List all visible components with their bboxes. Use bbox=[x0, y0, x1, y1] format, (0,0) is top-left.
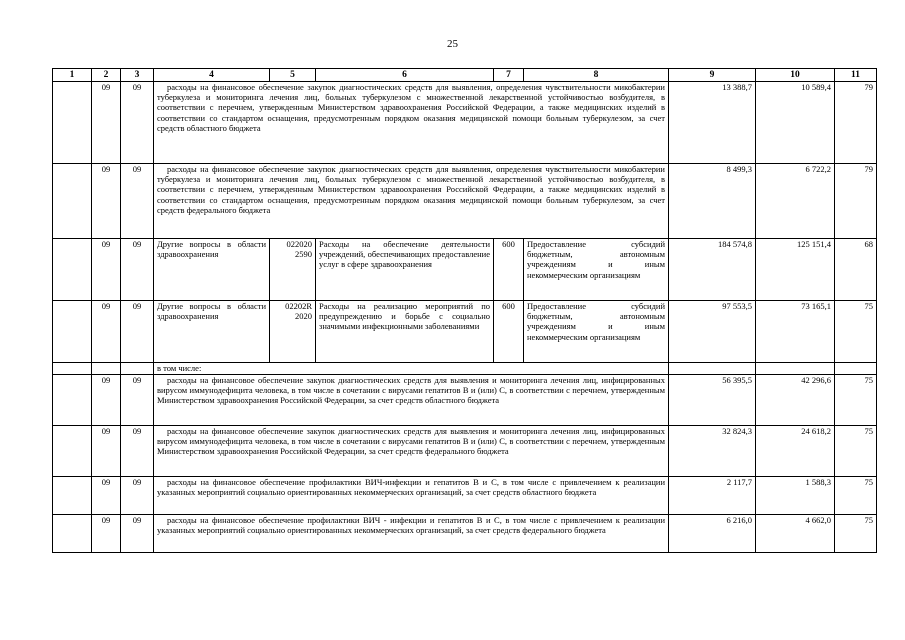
cell-amount-actual: 4 662,0 bbox=[756, 515, 835, 553]
cell-amount-plan: 184 574,8 bbox=[669, 239, 756, 301]
cell-amount-plan: 2 117,7 bbox=[669, 477, 756, 515]
table-row bbox=[53, 426, 877, 477]
cell-section-name: Другие вопросы в области здравоохранения bbox=[154, 239, 270, 301]
column-header: 8 bbox=[524, 69, 669, 82]
cell-col1 bbox=[53, 363, 92, 375]
cell-subsection bbox=[121, 363, 154, 375]
column-header: 11 bbox=[835, 69, 877, 82]
table-row bbox=[53, 164, 877, 239]
cell-section: 09 bbox=[92, 515, 121, 553]
cell-col1 bbox=[53, 239, 92, 301]
cell-subsection: 09 bbox=[121, 239, 154, 301]
cell-percent: 68 bbox=[835, 239, 877, 301]
cell-amount-plan: 13 388,7 bbox=[669, 82, 756, 164]
cell-percent: 79 bbox=[835, 82, 877, 164]
column-header: 2 bbox=[92, 69, 121, 82]
cell-amount-actual: 10 589,4 bbox=[756, 82, 835, 164]
column-header: 3 bbox=[121, 69, 154, 82]
header-row bbox=[53, 69, 877, 82]
cell-section: 09 bbox=[92, 375, 121, 426]
cell-percent: 75 bbox=[835, 515, 877, 553]
cell-col1 bbox=[53, 301, 92, 363]
cell-target-code: 022020 2590 bbox=[270, 239, 316, 301]
page-number: 25 bbox=[447, 38, 458, 50]
cell-col1 bbox=[53, 164, 92, 239]
column-header: 6 bbox=[316, 69, 494, 82]
cell-subsection: 09 bbox=[121, 164, 154, 239]
table-row bbox=[53, 375, 877, 426]
column-header: 4 bbox=[154, 69, 270, 82]
cell-section: 09 bbox=[92, 82, 121, 164]
cell-subsection: 09 bbox=[121, 375, 154, 426]
cell-section: 09 bbox=[92, 301, 121, 363]
cell-col1 bbox=[53, 426, 92, 477]
table-row bbox=[53, 363, 877, 375]
cell-amount-plan: 56 395,5 bbox=[669, 375, 756, 426]
table-row bbox=[53, 301, 877, 363]
table-row bbox=[53, 239, 877, 301]
cell-subsection: 09 bbox=[121, 515, 154, 553]
cell-col1 bbox=[53, 477, 92, 515]
cell-expense-type: 600 bbox=[494, 239, 524, 301]
cell-percent bbox=[835, 363, 877, 375]
cell-section bbox=[92, 363, 121, 375]
cell-expense-type-name: Предоставление субсидий бюджетным, автономным учреждениям и иным некоммерческим организациям bbox=[524, 239, 669, 301]
table-row bbox=[53, 82, 877, 164]
cell-subsection: 09 bbox=[121, 426, 154, 477]
table-row bbox=[53, 515, 877, 553]
column-header: 9 bbox=[669, 69, 756, 82]
cell-description: расходы на финансовое обеспечение закупок диагностических средств для выявления, определения чувствительности микобактерии туберкулеза и мониторинга лечения лиц, больных туберкулезом с множественной лекарственной устойчивостью возбудителя, в соответствии с перечнем, утвержденным Министерством здравоохранения Российской Федерации, а также медицинских изделий в соответствии со стандартом оснащения, предусмотренным порядком оказания медицинской помощи больным туберкулезом, за счет средств областного бюджета bbox=[154, 82, 669, 164]
cell-section: 09 bbox=[92, 477, 121, 515]
column-header: 7 bbox=[494, 69, 524, 82]
cell-percent: 79 bbox=[835, 164, 877, 239]
column-header: 5 bbox=[270, 69, 316, 82]
cell-col1 bbox=[53, 515, 92, 553]
cell-amount-actual: 1 588,3 bbox=[756, 477, 835, 515]
budget-table bbox=[52, 68, 877, 553]
cell-subsection: 09 bbox=[121, 82, 154, 164]
cell-percent: 75 bbox=[835, 426, 877, 477]
cell-including-label: в том числе: bbox=[154, 363, 669, 375]
cell-description: расходы на финансовое обеспечение закупок диагностических средств для выявления и мониторинга лечения лиц, инфицированных вирусом иммунодефицита человека, в том числе в сочетании с вирусами гепатитов B и (или) C, в соответствии с перечнем, утвержденным Министерством здравоохранения Российской Федерации, за счет средств областного бюджета bbox=[154, 375, 669, 426]
cell-description: расходы на финансовое обеспечение закупок диагностических средств для выявления, определения чувствительности микобактерии туберкулеза и мониторинга лечения лиц, больных туберкулезом с множественной лекарственной устойчивостью возбудителя, в соответствии с перечнем, утвержденным Министерством здравоохранения Российской Федерации, а также медицинских изделий в соответствии со стандартом оснащения, предусмотренным порядком оказания медицинской помощи больным туберкулезом, за счет средств федерального бюджета bbox=[154, 164, 669, 239]
cell-amount-plan bbox=[669, 363, 756, 375]
cell-description: расходы на финансовое обеспечение профилактики ВИЧ - инфекции и гепатитов B и C, в том числе с привлечением к реализации указанных мероприятий социально ориентированных некоммерческих организаций, за счет средств федерального бюджета bbox=[154, 515, 669, 553]
column-header: 10 bbox=[756, 69, 835, 82]
cell-expense-type: 600 bbox=[494, 301, 524, 363]
cell-section: 09 bbox=[92, 426, 121, 477]
cell-col1 bbox=[53, 375, 92, 426]
cell-amount-actual: 73 165,1 bbox=[756, 301, 835, 363]
cell-amount-plan: 32 824,3 bbox=[669, 426, 756, 477]
cell-percent: 75 bbox=[835, 477, 877, 515]
table-row bbox=[53, 477, 877, 515]
cell-expense-name: Расходы на реализацию мероприятий по предупреждению и борьбе с социально значимыми инфекционными заболеваниями bbox=[316, 301, 494, 363]
cell-expense-type-name: Предоставление субсидий бюджетным, автономным учреждениям и иным некоммерческим организациям bbox=[524, 301, 669, 363]
cell-section-name: Другие вопросы в области здравоохранения bbox=[154, 301, 270, 363]
cell-col1 bbox=[53, 82, 92, 164]
cell-description: расходы на финансовое обеспечение закупок диагностических средств для выявления и мониторинга лечения лиц, инфицированных вирусом иммунодефицита человека, в том числе в сочетании с вирусами гепатитов B и (или) C, в соответствии с перечнем, утвержденным Министерством здравоохранения Российской Федерации, за счет средств федерального бюджета bbox=[154, 426, 669, 477]
cell-target-code: 02202R 2020 bbox=[270, 301, 316, 363]
cell-subsection: 09 bbox=[121, 301, 154, 363]
cell-percent: 75 bbox=[835, 375, 877, 426]
cell-amount-plan: 6 216,0 bbox=[669, 515, 756, 553]
cell-amount-plan: 8 499,3 bbox=[669, 164, 756, 239]
cell-section: 09 bbox=[92, 164, 121, 239]
cell-description: расходы на финансовое обеспечение профилактики ВИЧ-инфекции и гепатитов B и C, в том числе с привлечением к реализации указанных мероприятий социально ориентированных некоммерческих организаций, за счет средств областного бюджета bbox=[154, 477, 669, 515]
cell-amount-plan: 97 553,5 bbox=[669, 301, 756, 363]
cell-subsection: 09 bbox=[121, 477, 154, 515]
cell-amount-actual: 6 722,2 bbox=[756, 164, 835, 239]
column-header: 1 bbox=[53, 69, 92, 82]
cell-amount-actual: 125 151,4 bbox=[756, 239, 835, 301]
cell-expense-name: Расходы на обеспечение деятельности учреждений, обеспечивающих предоставление услуг в сфере здравоохранения bbox=[316, 239, 494, 301]
cell-amount-actual: 42 296,6 bbox=[756, 375, 835, 426]
cell-amount-actual bbox=[756, 363, 835, 375]
cell-percent: 75 bbox=[835, 301, 877, 363]
cell-amount-actual: 24 618,2 bbox=[756, 426, 835, 477]
cell-section: 09 bbox=[92, 239, 121, 301]
